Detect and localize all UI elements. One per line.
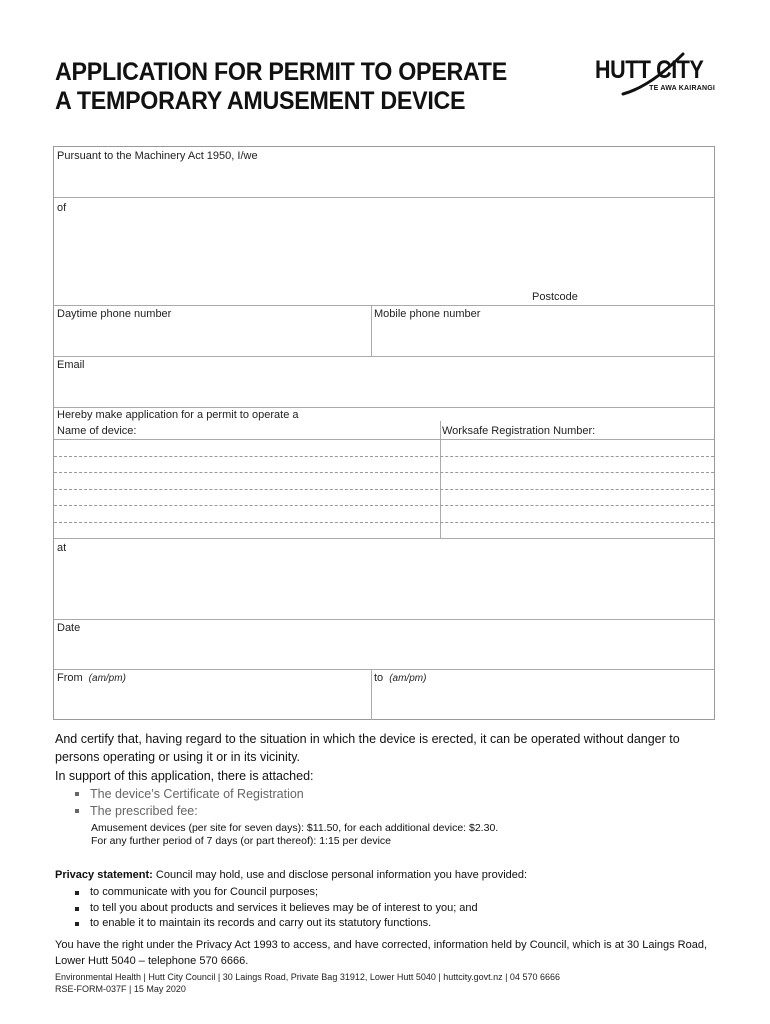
- pursuant-label: Pursuant to the Machinery Act 1950, I/we: [57, 150, 258, 162]
- mobile-phone-label: Mobile phone number: [374, 308, 481, 320]
- from-label-text: From: [57, 672, 83, 684]
- email-field[interactable]: [54, 357, 714, 407]
- fee-line2: For any further period of 7 days (or part thereof): 1:15 per device: [91, 835, 391, 847]
- form-title: [55, 58, 507, 116]
- address-field[interactable]: [54, 198, 714, 304]
- of-label: of: [57, 202, 67, 214]
- list-item: The device’s Certificate of Registration: [73, 786, 304, 803]
- hereby-label: Hereby make application for a permit to operate a: [57, 409, 299, 421]
- certify-statement: And certify that, having regard to the situation in which the device is erected, it can be operated without danger to persons operating or using it or in its vicinity.: [55, 732, 680, 764]
- date-label: Date: [57, 622, 81, 634]
- list-item: to communicate with you for Council purposes;: [73, 885, 478, 901]
- at-label: at: [57, 542, 67, 554]
- list-item: The prescribed fee:: [73, 803, 304, 820]
- postcode-label: Postcode: [532, 291, 578, 303]
- logo-wordmark: HUTT CITY: [595, 56, 704, 84]
- divider: [371, 305, 372, 356]
- privacy-statement: [55, 869, 527, 881]
- from-hint: (am/pm): [88, 673, 126, 684]
- hutt-city-logo: [595, 52, 717, 98]
- list-item: to tell you about products and services it believes may be of interest to you; and: [73, 901, 478, 917]
- privacy-list: [73, 885, 478, 932]
- divider: [371, 669, 372, 720]
- email-label: Email: [57, 359, 85, 371]
- privacy-rights: You have the right under the Privacy Act 1993 to access, and have corrected, information held by Council, which is at 30 Laings Road, Lower Hutt 5040 – telephone 570 6666.: [55, 939, 708, 967]
- footer-contact: Environmental Health | Hutt City Council | 30 Laings Road, Private Bag 31912, Lower Hutt 5040 | huttcity.govt.nz | 04 570 6666: [55, 972, 560, 982]
- from-label: [57, 672, 126, 684]
- entry-line: [54, 505, 714, 506]
- logo-subtext: TE AWA KAIRANGI: [649, 85, 715, 92]
- to-label-text: to: [374, 672, 384, 684]
- daytime-phone-label: Daytime phone number: [57, 308, 172, 320]
- location-field[interactable]: [54, 539, 714, 618]
- divider: [54, 407, 714, 408]
- attachments-list: [73, 786, 304, 820]
- form-title-line1: APPLICATION FOR PERMIT TO OPERATE: [55, 58, 507, 86]
- to-hint: (am/pm): [389, 673, 427, 684]
- form-title-line2: A TEMPORARY AMUSEMENT DEVICE: [55, 87, 466, 115]
- application-form: [53, 146, 715, 720]
- to-label: [374, 672, 426, 684]
- footer-form-id: RSE-FORM-037F | 15 May 2020: [55, 984, 186, 994]
- entry-line: [54, 456, 714, 457]
- fee-line1: Amusement devices (per site for seven days): $11.50, for each additional device: $2.30.: [91, 822, 499, 834]
- privacy-heading: Privacy statement:: [55, 869, 153, 881]
- list-item: to enable it to maintain its records and carry out its statutory functions.: [73, 916, 478, 932]
- page-footer: [55, 971, 560, 995]
- date-field[interactable]: [54, 620, 714, 668]
- entry-line: [54, 522, 714, 523]
- worksafe-label: Worksafe Registration Number:: [442, 425, 596, 437]
- support-statement: In support of this application, there is attached:: [55, 769, 314, 783]
- privacy-intro: Council may hold, use and disclose personal information you have provided:: [155, 869, 528, 881]
- device-name-label: Name of device:: [57, 425, 137, 437]
- entry-line: [54, 472, 714, 473]
- entry-line: [54, 489, 714, 490]
- fee-detail: [91, 822, 498, 848]
